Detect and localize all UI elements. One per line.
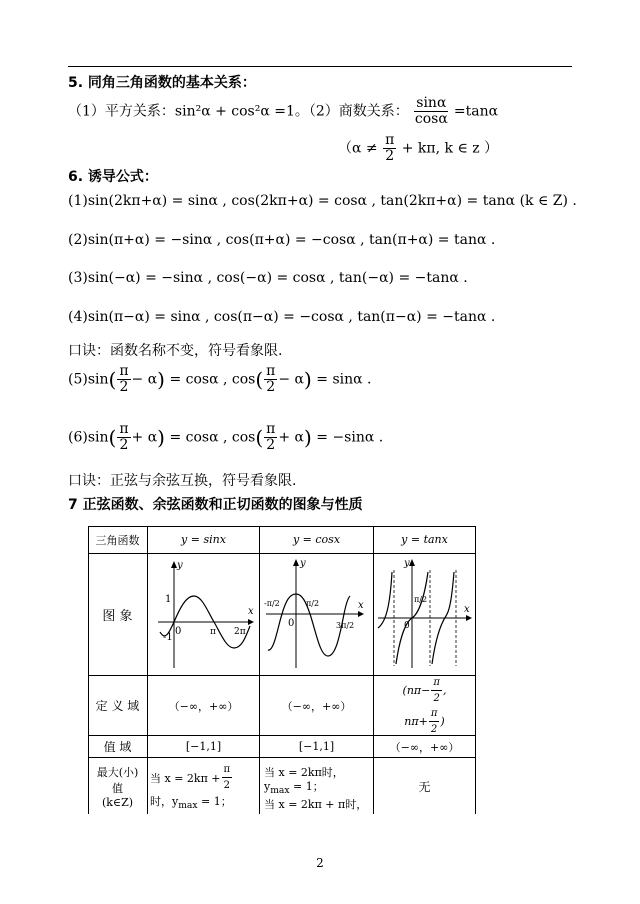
- tan-domain-frac-2: [429, 706, 440, 737]
- formula-5-1: [68, 96, 498, 127]
- header-cos: y = cosx: [260, 526, 374, 554]
- two-den: 2: [223, 780, 230, 791]
- section-6-title: 6. 诱导公式：: [68, 169, 158, 185]
- f5-sin: (5)sin: [68, 371, 109, 388]
- tan-range: （−∞，+∞）: [374, 736, 476, 758]
- pi-num: π: [119, 421, 129, 437]
- cos-neg-pi2-label: -π/2: [263, 598, 280, 608]
- formula-5-1-text: （1）平方关系：sin²α + cos²α =1。（2）商数关系：: [68, 103, 409, 120]
- sin-extrema-text-2: 时，y: [150, 795, 179, 808]
- formula-6-6: (6)sin( $\frac{\pi}{2}$ + α) = cosα , cos( $\frac{\pi}{2}$ + α) = −sinα .: [68, 421, 384, 453]
- extrema-label-1: 最大(小): [96, 765, 139, 779]
- two-den: 2: [119, 437, 129, 453]
- trig-properties-table: [88, 526, 476, 814]
- f5-end: = sinα .: [316, 371, 372, 388]
- cos-y-arrow: [293, 559, 299, 566]
- tan-x-label: x: [463, 603, 470, 615]
- tan-zero-label: 0: [403, 620, 410, 631]
- sin-domain: （−∞，+∞）: [148, 676, 260, 736]
- mnemonic-2: 口诀：正弦与余弦互换，符号看象限.: [68, 473, 297, 489]
- tan-pi2-label: π/2: [413, 594, 427, 604]
- cos-x-arrow: [358, 611, 364, 617]
- sin-pi-label: π: [209, 626, 216, 637]
- tan-domain-part1: (nπ−: [402, 683, 431, 697]
- row-range-label: 值 域: [88, 736, 148, 758]
- sin-graph: [150, 556, 258, 674]
- condition-fraction: [383, 133, 396, 164]
- formula-6-1: (1)sin(2kπ+α) = sinα , cos(2kπ+α) = cosα , tan(2kπ+α) = tanα (k ∈ Z) .: [68, 193, 577, 209]
- cos-extrema-text-1: 当 x = 2kπ时，: [264, 766, 344, 779]
- fraction-numerator: sinα: [416, 95, 447, 111]
- pi-num: π: [266, 363, 276, 379]
- header-trig-function: 三角函数: [88, 526, 148, 554]
- two-den: 2: [119, 379, 129, 395]
- page-number: 2: [316, 856, 324, 870]
- f5-frac-2: [264, 364, 277, 395]
- formula-6-5: (5)sin( $\frac{\pi}{2}$ − α) = cosα , cos( $\frac{\pi}{2}$ − α) = sinα .: [68, 363, 372, 395]
- header-tan: y = tanx: [374, 526, 476, 554]
- f6-sin: (6)sin: [68, 429, 109, 446]
- sin-one-label: 1: [164, 593, 171, 605]
- mnemonic-1: 口诀：函数名称不变，符号看象限.: [68, 343, 283, 359]
- sin-graph-cell: [148, 554, 260, 676]
- quotient-fraction: [414, 96, 448, 127]
- section-7-title: 7 正弦函数、余弦函数和正切函数的图象与性质: [68, 497, 363, 513]
- tan-y-label: y: [403, 557, 410, 569]
- two-den: 2: [266, 379, 276, 395]
- sin-extrema: [148, 758, 260, 814]
- cos-extrema-text-2: y: [264, 780, 271, 793]
- cos-zero-label: 0: [287, 617, 294, 629]
- cos-extrema: [260, 758, 374, 814]
- cos-extrema-text-3: = 1；: [289, 780, 324, 793]
- cos-domain: （−∞，+∞）: [260, 676, 374, 736]
- tan-domain-frac-1: [431, 675, 442, 706]
- sin-x-arrow: [248, 619, 254, 625]
- pi-num: π: [266, 421, 276, 437]
- section-5-title: 5. 同角三角函数的基本关系：: [68, 75, 256, 91]
- tan-branch-1: [378, 572, 392, 628]
- tan-graph-cell: [374, 554, 476, 676]
- sin-extrema-frac: [222, 762, 233, 793]
- condition-suffix: + kπ, k ∈ z ）: [401, 140, 499, 157]
- condition-numerator: π: [385, 132, 395, 148]
- header-rule: [68, 66, 572, 67]
- two-den: 2: [266, 437, 276, 453]
- formula-6-2: (2)sin(π+α) = −sinα , cos(π+α) = −cosα , tan(π+α) = tanα .: [68, 232, 496, 248]
- condition-prefix: （α ≠: [338, 140, 378, 157]
- pi-num: π: [431, 675, 442, 691]
- sin-extrema-text-1: 当 x = 2kπ +: [150, 771, 221, 785]
- f5-minus-alpha: − α: [131, 371, 158, 388]
- f5-minus-alpha-2: − α: [278, 371, 304, 388]
- tan-domain-part2: nπ+: [404, 714, 428, 728]
- two-den: 2: [433, 692, 440, 704]
- f6-frac-1: [117, 422, 130, 453]
- sin-2pi-label: 2π: [233, 626, 246, 637]
- tan-extrema: 无: [374, 758, 476, 814]
- cos-y-label: y: [299, 557, 306, 569]
- header-sin: y = sinx: [148, 526, 260, 554]
- f6-end: = −sinα .: [316, 429, 384, 446]
- cos-extrema-text-4: 当 x = 2kπ + π时，: [264, 798, 368, 812]
- formula-5-1-tail: =tanα: [453, 103, 499, 120]
- sin-neg1-label: -1: [162, 631, 173, 643]
- tan-x-arrow: [466, 615, 472, 621]
- formula-5-condition: [338, 133, 498, 164]
- sin-range: [−1,1]: [148, 736, 260, 758]
- f6-mid: = cosα , cos: [169, 429, 256, 446]
- sin-y-label: y: [176, 559, 183, 571]
- pi-num: π: [429, 706, 440, 722]
- formula-6-3: (3)sin(−α) = −sinα , cos(−α) = cosα , tan(−α) = −tanα .: [68, 270, 468, 286]
- cos-range: [−1,1]: [260, 736, 374, 758]
- f5-mid: = cosα , cos: [169, 371, 256, 388]
- sin-zero-label: 0: [174, 625, 181, 637]
- cos-extrema-sub: max: [270, 785, 290, 797]
- two-den: 2: [430, 723, 438, 735]
- f6-plus-alpha-2: + α: [278, 429, 304, 446]
- f6-frac-2: [264, 422, 277, 453]
- f5-frac-1: [117, 364, 130, 395]
- row-domain-label: 定 义 域: [88, 676, 148, 736]
- f6-plus-alpha: + α: [131, 429, 158, 446]
- fraction-denominator: cosα: [414, 111, 448, 127]
- condition-denominator: 2: [385, 148, 395, 164]
- row-graph-label: 图 象: [88, 554, 148, 676]
- tan-y-arrow: [409, 559, 415, 566]
- sin-x-label: x: [247, 605, 254, 617]
- cos-pi2-label: π/2: [305, 598, 319, 608]
- cos-x-label: x: [357, 599, 364, 611]
- tan-domain: (nπ− $\frac{\pi}{2}$ , nπ+ $\frac{\pi}{2}$ ): [374, 676, 476, 736]
- extrema-label-3: (k∈Z): [101, 795, 134, 809]
- pi-num: π: [222, 762, 233, 778]
- tan-graph: [376, 556, 474, 674]
- sin-extrema-text-3: = 1；: [197, 795, 232, 808]
- cos-graph: [262, 556, 372, 674]
- sin-extrema-sub: max: [178, 800, 198, 812]
- cos-graph-cell: [260, 554, 374, 676]
- pi-num: π: [119, 363, 129, 379]
- row-extrema-label: [88, 758, 148, 814]
- extrema-label-2: 值: [112, 781, 123, 795]
- formula-6-4: (4)sin(π−α) = sinα , cos(π−α) = −cosα , tan(π−α) = −tanα .: [68, 309, 496, 325]
- cos-3pi2-label: 3π/2: [335, 620, 354, 630]
